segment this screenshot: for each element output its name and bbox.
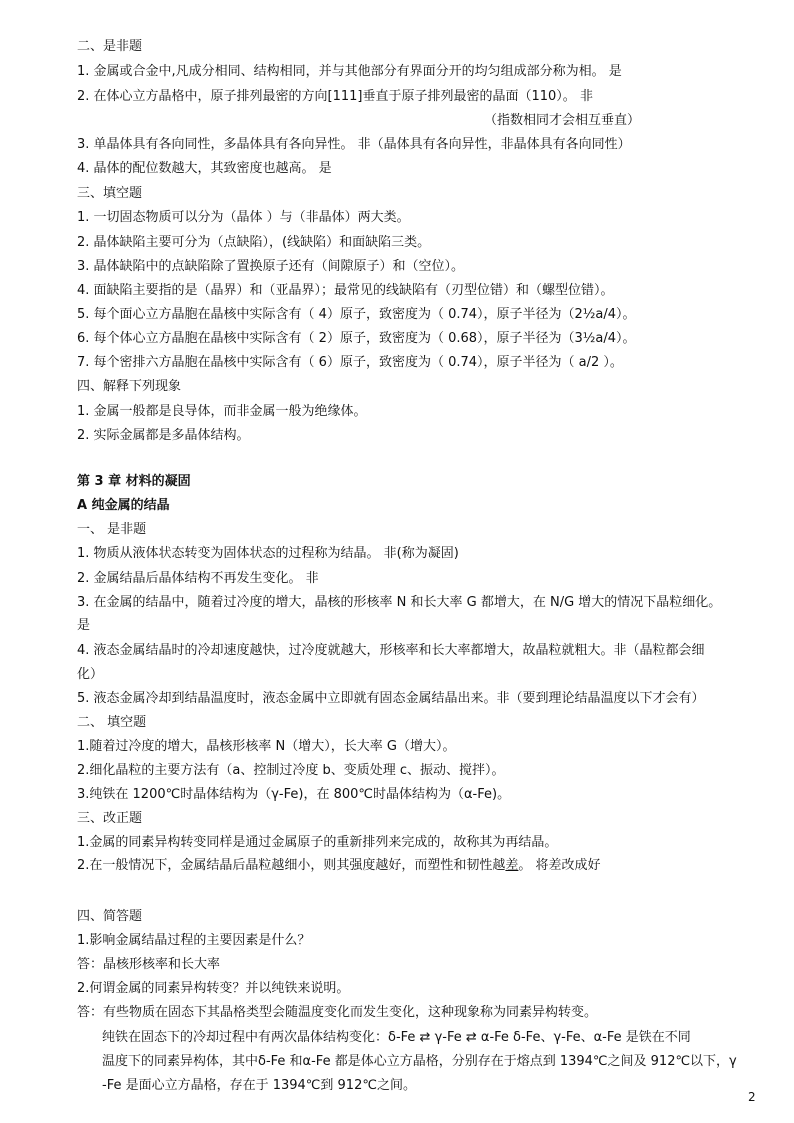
text-line: 四、简答题 <box>77 909 143 924</box>
text-line: 四、解释下列现象 <box>77 379 182 394</box>
text-line: 3. 在金属的结晶中，随着过冷度的增大，晶核的形核率 N 和长大率 G 都增大，在 N/G 增大的情况下晶粒细化。 <box>77 595 722 610</box>
text-line: 6. 每个体心立方晶胞在晶核中实际含有（ 2）原子，致密度为（ 0.68），原子半径为（3½a/4）。 <box>77 331 636 346</box>
text-line: 3.纯铁在 1200℃时晶体结构为（γ-Fe)，在 800℃时晶体结构为（α-Fe)。 <box>77 787 511 802</box>
text-line: 1.随着过冷度的增大，晶核形核率 N（增大），长大率 G（增大）。 <box>77 739 456 754</box>
text-line: 三、改正题 <box>77 811 143 826</box>
text-line: A 纯金属的结晶 <box>77 498 170 513</box>
text-line: 4. 液态金属结晶时的冷却速度越快，过冷度就越大，形核率和长大率都增大，故晶粒就粗大。非（晶粒都会细 <box>77 643 705 658</box>
text-line: 1. 物质从液体状态转变为固体状态的过程称为结晶。 非(称为凝固) <box>77 546 459 561</box>
note-111: （指数相同才会相互垂直） <box>484 113 641 128</box>
text-line: -Fe 是面心立方晶格，存在于 1394℃到 912℃之间。 <box>102 1078 416 1093</box>
text-line: 3. 单晶体具有各向同性，多晶体具有各向异性。 非（晶体具有各向异性，非晶体具有各向同性） <box>77 137 631 152</box>
text-line: 1.影响金属结晶过程的主要因素是什么？ <box>77 933 311 948</box>
text-line: 2.细化晶粒的主要方法有（a、控制过冷度 b、变质处理 c、振动、搅拌）。 <box>77 763 505 778</box>
text-line: 2. 实际金属都是多晶体结构。 <box>77 428 250 443</box>
text-line: 1. 一切固态物质可以分为（晶体 ）与（非晶体）两大类。 <box>77 210 410 225</box>
text-line: 三、填空题 <box>77 186 143 201</box>
text-line: 5. 每个面心立方晶胞在晶核中实际含有（ 4）原子，致密度为（ 0.74），原子半径为（2½a/4）。 <box>77 307 636 322</box>
text-line: 一、 是非题 <box>77 522 147 537</box>
iron-transform-line: 纯铁在固态下的冷却过程中有两次晶体结构变化：δ-Fe ⇄ γ-Fe ⇄ α-Fe δ-Fe、γ-Fe、α-Fe 是铁在不同 <box>102 1030 691 1045</box>
text-line: 化） <box>77 667 104 682</box>
text-line: 二、 填空题 <box>77 715 147 730</box>
text-line: 1. 金属或合金中,凡成分相同、结构相同，并与其他部分有界面分开的均匀组成部分称为相。 是 <box>77 64 622 79</box>
text-line: 7. 每个密排六方晶胞在晶核中实际含有（ 6）原子，致密度为（ 0.74），原子半径为（ a/2 ）。 <box>77 355 623 370</box>
text-line: 答：晶核形核率和长大率 <box>77 957 221 972</box>
text-line: 3. 晶体缺陷中的点缺陷除了置换原子还有（间隙原子）和（空位）。 <box>77 259 465 274</box>
correction-line-2 <box>77 857 601 875</box>
text-line: 1. 金属一般都是良导体，而非金属一般为绝缘体。 <box>77 404 367 419</box>
text-line: 1.金属的同素异构转变同样是通过金属原子的重新排列来完成的，故称其为再结晶。 <box>77 835 558 850</box>
text-line: 温度下的同素异构体，其中δ-Fe 和α-Fe 都是体心立方晶格，分别存在于熔点到 1394℃之间及 912℃以下，γ <box>102 1054 737 1069</box>
page-number: 2 <box>748 1090 756 1104</box>
text-line: 2. 金属结晶后晶体结构不再发生变化。 非 <box>77 571 319 586</box>
text-line: 2. 在体心立方晶格中，原子排列最密的方向[111]垂直于原子排列最密的晶面（110）。 非 <box>77 89 593 104</box>
correction-text: 2.在一般情况下，金属结晶后晶粒越细小，则其强度越好，而塑性和韧性越 <box>77 858 506 873</box>
correction-note: 。 将差改成好 <box>518 858 601 873</box>
text-line: 4. 晶体的配位数越大，其致密度也越高。 是 <box>77 161 332 176</box>
text-line: 二、是非题 <box>77 39 143 54</box>
underlined-word: 差 <box>505 858 519 873</box>
text-line: 2. 晶体缺陷主要可分为（点缺陷），(线缺陷）和面缺陷三类。 <box>77 235 431 250</box>
text-line: 答：有些物质在固态下其晶格类型会随温度变化而发生变化，这种现象称为同素异构转变。 <box>77 1005 598 1020</box>
text-line: 5. 液态金属冷却到结晶温度时，液态金属中立即就有固态金属结晶出来。非（要到理论结晶温度以下才会有） <box>77 691 705 706</box>
text-line: 4. 面缺陷主要指的是（晶界）和（亚晶界）；最常见的线缺陷有（刃型位错）和（螺型位错）。 <box>77 283 614 298</box>
text-line: 第 3 章 材料的凝固 <box>77 474 191 489</box>
text-line: 2.何谓金属的同素异构转变？并以纯铁来说明。 <box>77 981 350 996</box>
text-line: 是 <box>77 618 91 633</box>
